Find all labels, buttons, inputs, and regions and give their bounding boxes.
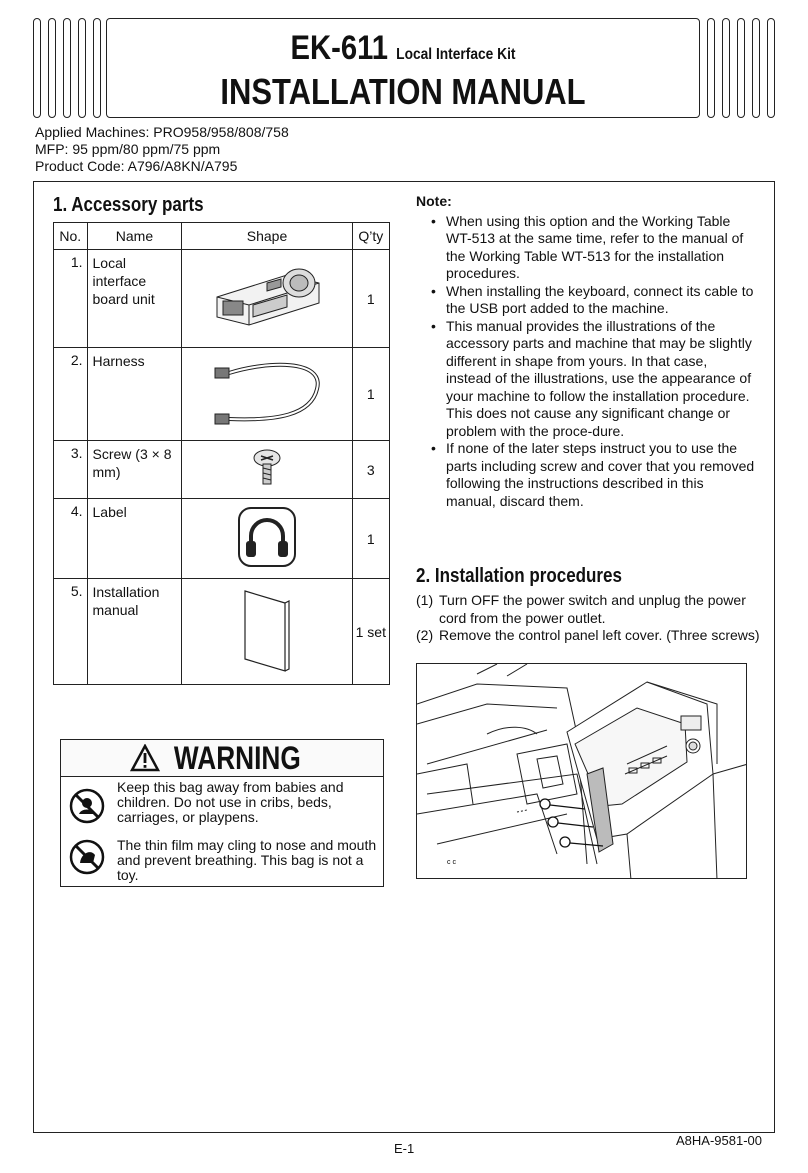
machine-illustration: [416, 663, 747, 879]
row-no: 5.: [54, 579, 88, 685]
step-number: (2): [416, 627, 434, 643]
title-box: [106, 18, 700, 118]
tab-decoration: [48, 18, 56, 118]
tab-decoration: [737, 18, 745, 118]
headphone-label-icon: [182, 499, 352, 579]
mfp-speed: MFP: 95 ppm/80 ppm/75 ppm: [35, 141, 221, 157]
tab-decoration: [707, 18, 715, 118]
table-row: [54, 250, 390, 348]
model-subtitle: Local Interface Kit: [396, 46, 516, 63]
list-item: • When using this option and the Working Table WT-513 at the same time, refer to the manual of the Working Table WT-513 for the installation procedures.: [446, 213, 756, 283]
row-no: 2.: [54, 348, 88, 441]
no-suffocation-icon: [69, 839, 105, 875]
row-qty: 1: [352, 348, 389, 441]
board-unit-icon: [182, 250, 352, 348]
tab-decoration: [767, 18, 775, 118]
procedure-step: [416, 627, 761, 645]
row-name: Screw (3 × 8 mm): [87, 441, 182, 499]
warning-header: [61, 740, 383, 777]
list-item: • When installing the keyboard, connect its cable to the USB port added to the machine.: [446, 283, 756, 318]
accessory-heading: 1. Accessory parts: [53, 194, 204, 216]
manual-title: INSTALLATION MANUAL: [220, 71, 586, 112]
warning-text-2: The thin film may cling to nose and mouth and prevent breathing. This bag is not a toy.: [117, 837, 377, 883]
row-name: Label: [87, 499, 182, 579]
row-no: 1.: [54, 250, 88, 348]
step-text: Turn OFF the power switch and unplug the power cord from the power outlet.: [439, 592, 746, 626]
applied-machines: Applied Machines: PRO958/958/808/758: [35, 124, 289, 140]
list-item: • If none of the later steps instruct you to use the parts including screw and cover that you removed following the instructions described in this manual, discard them.: [446, 440, 756, 510]
col-header-shape: Shape: [182, 223, 352, 250]
tab-decoration: [722, 18, 730, 118]
step-text: Remove the control panel left cover. (Three screws): [439, 627, 760, 643]
warning-box: [60, 739, 384, 887]
harness-icon: [182, 348, 352, 441]
row-no: 3.: [54, 441, 88, 499]
procedure-step: [416, 592, 761, 627]
applied-info: [35, 124, 289, 175]
row-name: Harness: [87, 348, 182, 441]
row-qty: 1 set: [352, 579, 389, 685]
manual-booklet-icon: [182, 579, 352, 685]
note-heading: Note:: [416, 193, 452, 209]
no-baby-icon: [69, 788, 105, 824]
table-header-row: [54, 223, 390, 250]
model-title: [148, 29, 657, 68]
procedure-steps: [416, 592, 761, 645]
table-row: [54, 579, 390, 685]
table-row: [54, 441, 390, 499]
procedures-heading: 2. Installation procedures: [416, 565, 622, 587]
product-code: Product Code: A796/A8KN/A795: [35, 158, 238, 174]
note-section: [416, 193, 756, 510]
row-name: Local interface board unit: [87, 250, 182, 348]
col-header-no: No.: [54, 223, 88, 250]
step-number: (1): [416, 592, 434, 608]
table-row: [54, 348, 390, 441]
page-number: E-1: [394, 1141, 415, 1156]
row-name: Installation manual: [87, 579, 182, 685]
warning-text-1: Keep this bag away from babies and children. Do not use in cribs, beds, carriages, or playpens.: [117, 779, 344, 825]
figure-marks: c c: [447, 859, 456, 866]
screw-icon: [182, 441, 352, 499]
row-qty: 1: [352, 499, 389, 579]
document-code: A8HA-9581-00: [676, 1133, 762, 1148]
col-header-name: Name: [87, 223, 182, 250]
row-no: 4.: [54, 499, 88, 579]
control-panel-illustration: [417, 664, 747, 879]
table-row: [54, 499, 390, 579]
tab-decoration: [93, 18, 101, 118]
col-header-qty: Q’ty: [352, 223, 389, 250]
tab-decoration: [63, 18, 71, 118]
accessory-table: [53, 222, 390, 685]
tab-decoration: [33, 18, 41, 118]
list-item: • This manual provides the illustrations of the accessory parts and machine that may be slightly different in shape from yours. In that case, instead of the illustrations, use the appearance of your machine to follow the installation procedure. This does not cause any significant change or problem with the proce-dure.: [446, 318, 756, 441]
note-list: [416, 213, 756, 511]
row-qty: 1: [352, 250, 389, 348]
tab-decoration: [78, 18, 86, 118]
row-qty: 3: [352, 441, 389, 499]
model-name: EK-611: [290, 29, 389, 67]
warning-title: WARNING: [173, 739, 301, 776]
warning-triangle-icon: [130, 744, 160, 772]
tab-decoration: [752, 18, 760, 118]
